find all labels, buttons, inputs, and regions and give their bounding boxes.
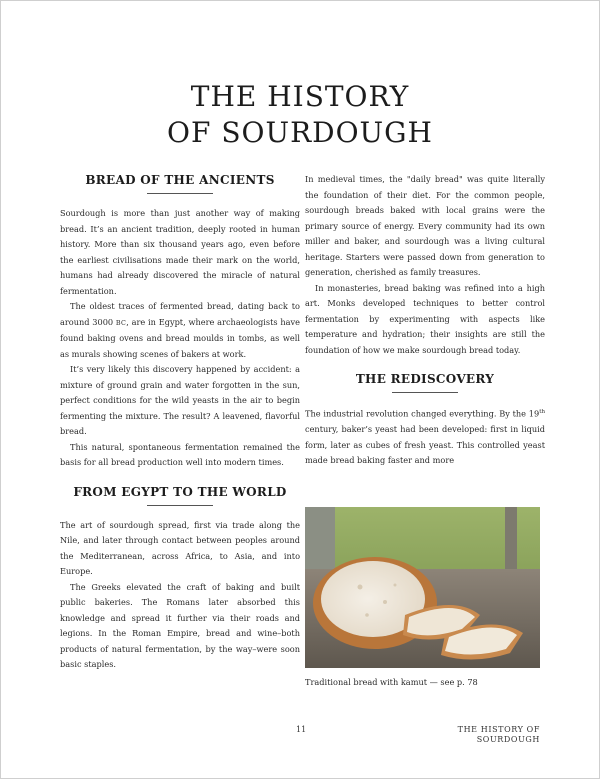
ancients-paragraph-1: Sourdough is more than just another way of making bread. It’s an ancient tradition, deeply rooted in human history. More than six thousand years ago, even before the earliest civilisations made their mark on the world, humans had already discovered the miracle of natural fermentation.	[60, 208, 300, 296]
running-title: THE HISTORY OF SOURDOUGH	[457, 725, 540, 744]
era-abbreviation: BC	[115, 318, 127, 327]
medieval-paragraph-2: In monasteries, bread baking was refined into a high art. Monks developed techniques to better control fermentation by experimenting with aspects like temperature and hydration; their insights are still the foundation of how we make sourdough bread today.	[305, 282, 545, 355]
ancients-p2-text-b: , are in Egypt, where archaeologists have found baking ovens and bread moulds in tombs, as well as murals showing scenes of bakers at work.	[60, 316, 300, 359]
medieval-paragraph-1: In medieval times, the "daily bread" was quite literally the foundation of their diet. For the common people, sourdough breads baked with local grains were the primary source of energy. Every community had its own miller and baker, and sourdough was a living cultural heritage. Starters were passed down from generation to generation, cherished as family treasures.	[305, 174, 545, 277]
section-heading-ancients: BREAD OF THE ANCIENTS	[85, 173, 275, 187]
crumb-hole	[365, 613, 369, 617]
rediscovery-paragraph-1	[305, 405, 545, 469]
page-title-line-2: OF SOURDOUGH	[167, 115, 433, 149]
egypt-paragraph-2: The Greeks elevated the craft of baking and built public bakeries. The Romans later absorbed this knowledge and spread it further via their roads and legions. In the Roman Empire, bread and wine–both products of natural fermentation, by the way–were soon basic staples.	[60, 581, 300, 669]
ancients-paragraph-4: This natural, spontaneous fermentation remained the basis for all bread production well into modern times.	[60, 441, 300, 467]
crumb-hole	[383, 600, 387, 604]
bread-photo-illustration	[305, 507, 540, 668]
post-right	[505, 507, 517, 577]
egypt-paragraph-1: The art of sourdough spread, first via trade along the Nile, and later through contact between peoples around the Mediterranean, across Africa, to Asia, and into Europe.	[60, 519, 300, 576]
rediscovery-p1-text-a: The industrial revolution changed everything. By the 19	[305, 408, 540, 419]
ordinal-superscript: th	[539, 409, 545, 415]
rediscovery-p1-text-b: century, baker’s yeast had been developed: first in liquid form, later as cubes of fresh yeast. This controlled yeast made bread baking faster and more	[305, 424, 545, 466]
section-heading-rediscovery: THE REDISCOVERY	[355, 372, 495, 386]
page-number: 11	[296, 725, 307, 734]
page-title-line-1: THE HISTORY	[190, 79, 410, 113]
ancients-p2-text-a: The oldest traces of fermented bread, dating back to around 3000	[60, 301, 300, 327]
crumb-hole	[358, 585, 363, 590]
bread-photo	[305, 507, 540, 668]
section-heading-egypt: FROM EGYPT TO THE WORLD	[73, 484, 287, 499]
left-column	[60, 172, 300, 673]
right-column	[305, 172, 545, 469]
photo-caption: Traditional bread with kamut — see p. 78	[305, 677, 478, 687]
page-title	[0, 79, 600, 151]
ancients-paragraph-3: It’s very likely this discovery happened by accident: a mixture of ground grain and water forgotten in the sun, perfect conditions for the wild yeasts in the air to begin fermenting the mixture. The result? A leavened, flavorful bread.	[60, 364, 300, 436]
crumb-hole	[394, 584, 397, 587]
ancients-paragraph-2	[60, 299, 300, 362]
